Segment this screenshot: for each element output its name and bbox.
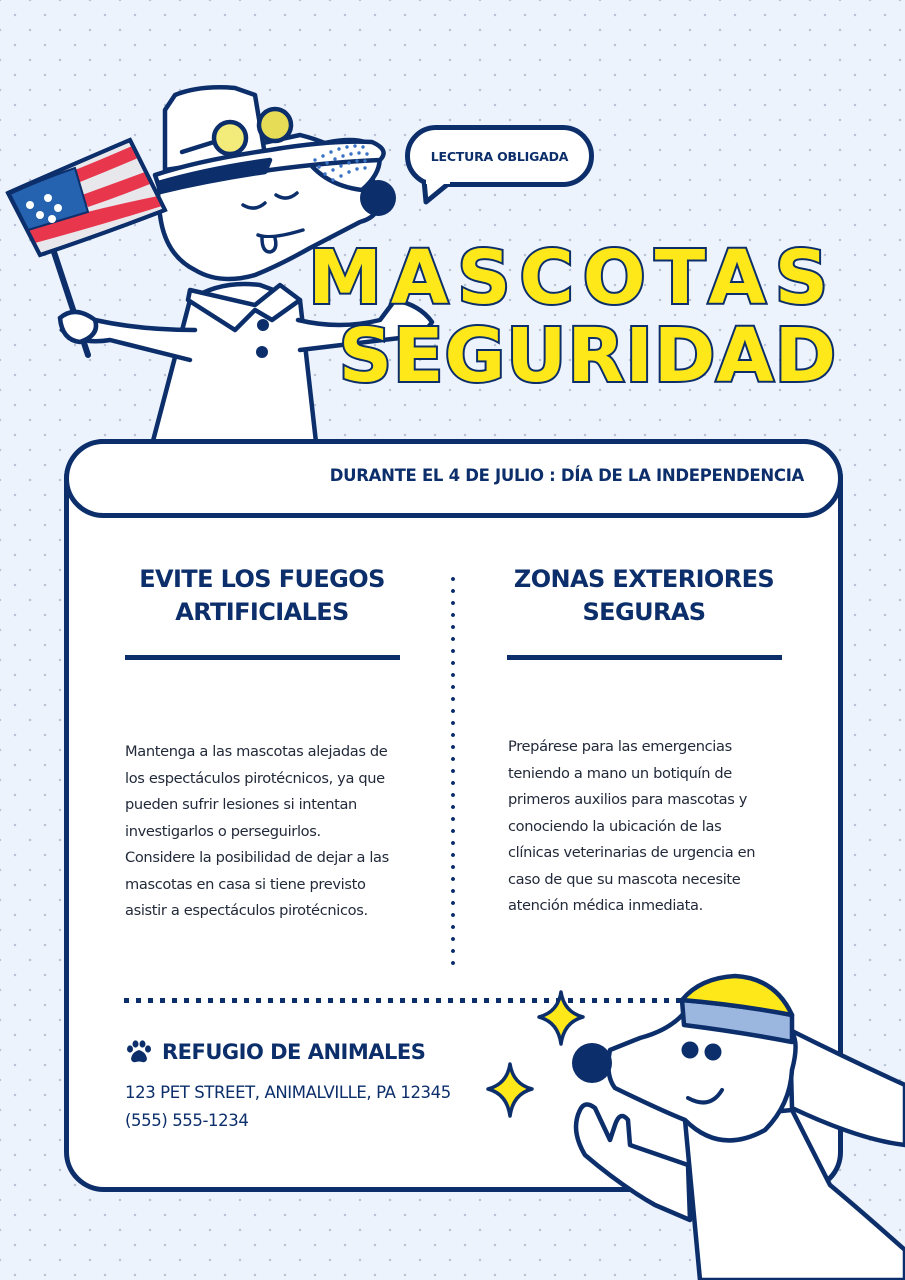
left-column-body (125, 739, 415, 925)
body-line: pueden sufrir lesiones si intentan (125, 796, 357, 813)
paw-icon (126, 1040, 152, 1064)
dog-with-cap-illustration (560, 960, 905, 1280)
phone: (555) 555-1234 (125, 1111, 249, 1130)
body-line: primeros auxilios para mascotas y (508, 791, 748, 808)
body-line: Considere la posibilidad de dejar a las (125, 849, 389, 866)
organization-heading (126, 1040, 425, 1064)
sparkle-icon (485, 1062, 535, 1118)
column-divider (451, 573, 455, 969)
body-line: conociendo la ubicación de las (508, 817, 722, 835)
body-line: los espectáculos pirotécnicos, ya que (125, 769, 385, 787)
body-line: caso de que su mascota necesite (508, 870, 741, 888)
subtitle-banner (64, 439, 843, 518)
left-heading-line-2: ARTIFICIALES (175, 598, 349, 626)
body-line: clínicas veterinarias de urgencia en (508, 844, 756, 861)
title-line-1: MASCOTAS (308, 235, 837, 321)
left-heading-rule (125, 655, 400, 660)
badge-label: LECTURA OBLIGADA (430, 148, 569, 164)
subtitle-text: DURANTE EL 4 DE JULIO : DÍA DE LA INDEPENDENCIA (329, 466, 804, 485)
right-heading-line-1: ZONAS EXTERIORES (513, 565, 775, 593)
body-line: teniendo a mano un botiquín de (508, 764, 732, 782)
body-line: Prepárese para las emergencias (508, 738, 732, 755)
right-heading-line-2: SEGURAS (582, 598, 706, 626)
body-line: investigarlos o perseguirlos. (125, 822, 321, 840)
title-line-2: SEGURIDAD (338, 313, 837, 399)
sparkle-icon (536, 990, 586, 1046)
body-line: atención médica inmediata. (508, 897, 703, 914)
body-line: Mantenga a las mascotas alejadas de (125, 743, 388, 760)
organization-name: REFUGIO DE ANIMALES (162, 1040, 426, 1064)
left-heading-line-1: EVITE LOS FUEGOS (139, 565, 385, 593)
speech-bubble-tail (418, 178, 458, 208)
address: 123 PET STREET, ANIMALVILLE, PA 12345 (125, 1083, 451, 1102)
body-line: asistir a espectáculos pirotécnicos. (125, 902, 368, 919)
right-heading-rule (507, 655, 782, 660)
body-line: mascotas en casa si tiene previsto (125, 875, 366, 893)
left-column-heading (112, 563, 412, 629)
right-column-body (508, 734, 808, 920)
right-column-heading (494, 563, 794, 629)
